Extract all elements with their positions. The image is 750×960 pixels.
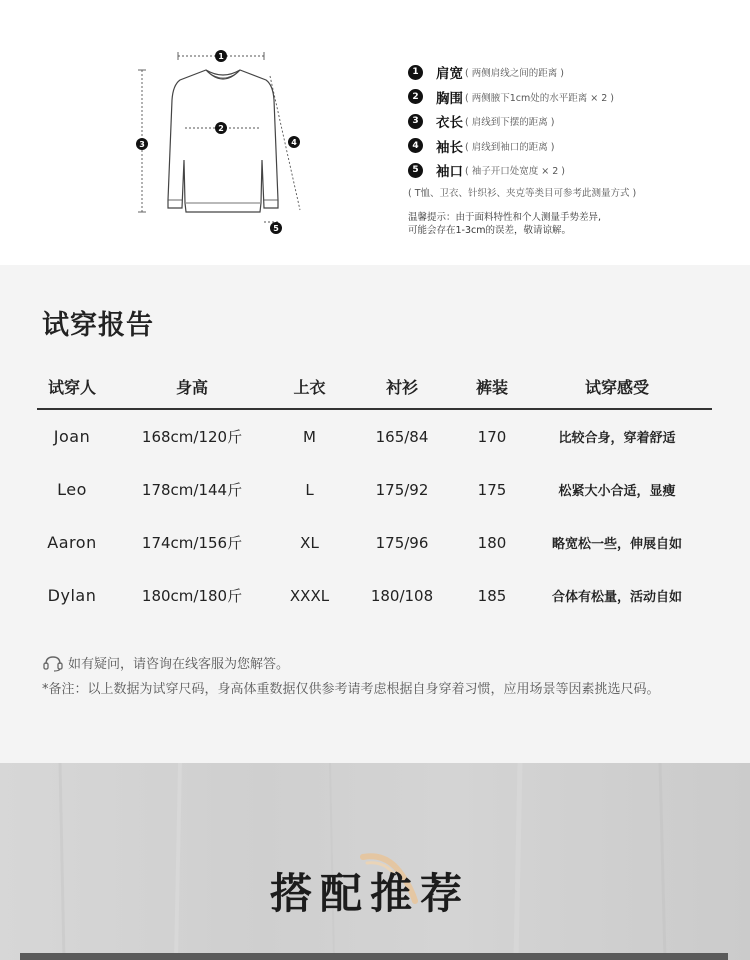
number-2-icon: 2	[408, 89, 423, 104]
tip-line-2: 可能会存在1-3cm的误差，敬请谅解。	[408, 224, 571, 236]
legend-item-length	[408, 109, 738, 134]
applies-note: ( T恤、卫衣、针织衫、夹克等类目可参考此测量方式 )	[408, 187, 637, 199]
header-feeling: 试穿感受	[584, 378, 649, 397]
legend-item-shoulder	[408, 60, 738, 85]
legend-label: 胸围	[436, 90, 463, 107]
cell-shirt: 175/96	[375, 533, 429, 552]
legend-item-cuff	[408, 158, 738, 183]
marker-3	[136, 138, 148, 150]
cell-feeling: 合体有松量，活动自如	[551, 590, 682, 605]
remark: *备注：以上数据为试穿尺码，身高体重数据仅供参考请考虑根据自身穿着习惯，应用场景等因素挑选尺码。	[42, 682, 660, 697]
cell-pants: 175	[477, 480, 507, 499]
legend-label: 衣长	[436, 115, 463, 132]
cell-shirt: 165/84	[375, 427, 429, 446]
customer-service-icon	[42, 654, 64, 672]
table-row	[37, 569, 712, 622]
legend-item-chest	[408, 85, 738, 110]
measurement-legend	[408, 60, 738, 237]
svg-text:2: 2	[218, 124, 224, 133]
sweater-diagram	[128, 40, 318, 240]
cell-tester: Dylan	[47, 586, 97, 605]
cell-height: 178cm/144斤	[141, 481, 243, 499]
marker-5	[270, 222, 282, 234]
try-on-report	[0, 265, 750, 763]
marker-2	[215, 122, 227, 134]
cell-shirt: 180/108	[370, 586, 434, 605]
legend-label: 肩宽	[436, 66, 463, 83]
legend-label: 袖长	[436, 139, 463, 156]
legend-desc: ( 袖子开口处宽度 × 2 )	[465, 166, 565, 178]
cell-top: XXXL	[289, 586, 330, 605]
number-5-icon: 5	[408, 163, 423, 178]
cell-top: L	[305, 480, 314, 499]
legend-desc: ( 肩线到下摆的距离 )	[465, 117, 555, 129]
header-height: 身高	[175, 378, 208, 397]
cell-pants: 185	[477, 586, 507, 605]
legend-label: 袖口	[436, 164, 463, 181]
cell-feeling: 略宽松一些，伸展自如	[551, 537, 682, 552]
styling-title: 搭配推荐	[270, 869, 471, 918]
number-1-icon: 1	[408, 65, 423, 80]
marker-4	[288, 136, 300, 148]
cell-height: 180cm/180斤	[141, 587, 243, 605]
help-text: 如有疑问，请咨询在线客服为您解答。	[68, 657, 290, 672]
tip-line-1: 温馨提示：由于面料特性和个人测量手势差异,	[408, 211, 602, 223]
sweater-outline	[168, 70, 278, 212]
cell-height: 174cm/156斤	[141, 534, 243, 552]
header-top: 上衣	[293, 378, 326, 397]
svg-text:1: 1	[218, 52, 224, 61]
header-pants: 裤装	[475, 378, 508, 397]
legend-desc: ( 两侧腋下1cm处的水平距离 × 2 )	[465, 92, 615, 104]
measurement-guide	[0, 0, 750, 265]
legend-desc: ( 两侧肩线之间的距离 )	[465, 68, 564, 80]
cell-shirt: 175/92	[375, 480, 429, 499]
cell-pants: 180	[477, 533, 507, 552]
report-title: 试穿报告	[42, 310, 154, 341]
cell-top: M	[303, 427, 316, 446]
cell-pants: 170	[477, 427, 507, 446]
marker-1	[215, 50, 227, 62]
header-tester: 试穿人	[47, 378, 96, 397]
cell-top: XL	[300, 533, 319, 552]
cell-tester: Leo	[57, 480, 87, 499]
table-row	[37, 410, 712, 463]
header-shirt: 衬衫	[385, 378, 418, 397]
try-on-table	[37, 365, 712, 622]
cell-feeling: 松紧大小合适，显瘦	[558, 484, 676, 499]
styling-recommendation	[0, 763, 750, 960]
table-row	[37, 516, 712, 569]
outfit-photo	[20, 953, 728, 960]
measurement-tip	[408, 211, 738, 237]
svg-text:5: 5	[273, 224, 279, 233]
cell-height: 168cm/120斤	[141, 428, 243, 446]
cell-tester: Aaron	[47, 533, 97, 552]
cell-feeling: 比较合身，穿着舒适	[558, 431, 676, 446]
customer-service-note[interactable]	[42, 653, 289, 672]
number-4-icon: 4	[408, 138, 423, 153]
number-3-icon: 3	[408, 114, 423, 129]
legend-item-sleeve	[408, 134, 738, 159]
table-header	[37, 365, 712, 410]
cell-tester: Joan	[53, 427, 91, 446]
table-row	[37, 463, 712, 516]
legend-desc: ( 肩线到袖口的距离 )	[465, 141, 555, 153]
svg-text:4: 4	[291, 138, 297, 147]
svg-text:3: 3	[139, 140, 145, 149]
